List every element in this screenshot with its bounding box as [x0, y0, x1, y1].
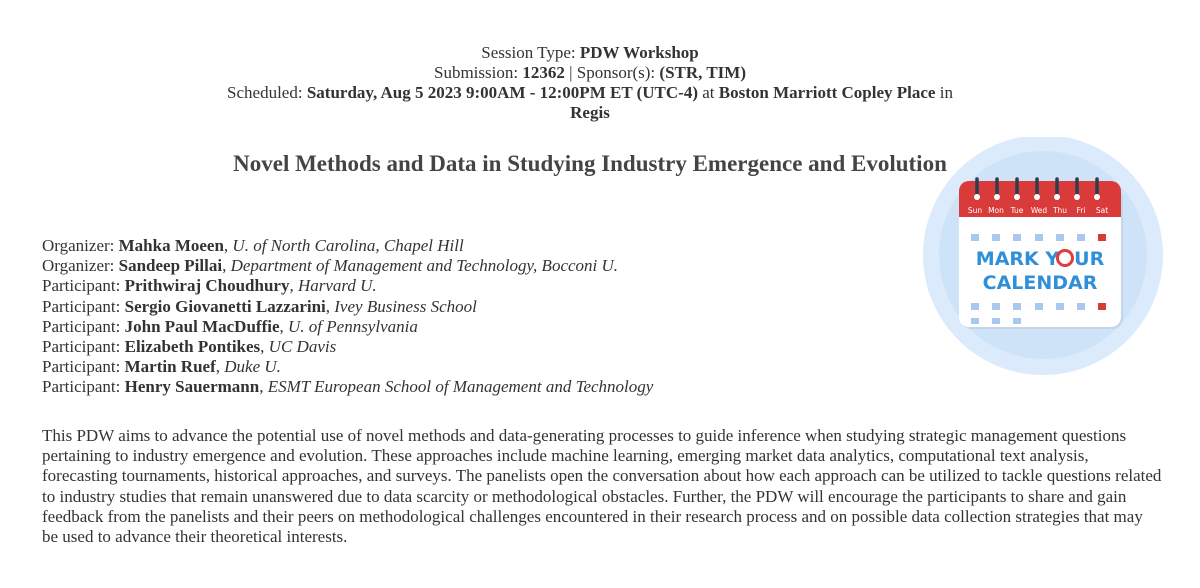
person-affiliation: ESMT European School of Management and Technology: [267, 377, 654, 397]
session-type: PDW Workshop: [579, 43, 699, 62]
people-list: [42, 236, 892, 398]
mark-your-text: MARK Y UR: [975, 248, 1105, 270]
venue: Boston Marriott Copley Place: [718, 83, 936, 102]
person-name: Henry Sauermann: [124, 377, 260, 397]
session-type-line: Session Type: PDW Workshop: [481, 43, 699, 62]
person-affiliation: Harvard U.: [297, 276, 377, 296]
person-affiliation: UC Davis: [268, 337, 337, 357]
person-name: John Paul MacDuffie: [124, 316, 280, 336]
person-affiliation: Department of Management and Technology, Bocconi U.: [230, 256, 619, 276]
person-row: Organizer: Sandeep Pillai, Department of Management and Technology, Bocconi U.: [42, 256, 619, 276]
weekday-label: Thu: [1052, 206, 1068, 215]
weekday-label: Fri: [1076, 206, 1086, 215]
person-row: Participant: Prithwiraj Choudhury, Harvard U.: [42, 276, 377, 296]
person-affiliation: Duke U.: [224, 357, 281, 377]
weekday-label: Wed: [1030, 206, 1048, 215]
abstract: This PDW aims to advance the potential use of novel methods and data-generating processes to guide inference when studying strategic management questions pertaining to industry emergence and evolution. These approaches include machine learning, emerging market data analytics, computational text analysis, forecasting tournaments, historical approaches, and surveys. The panelists open the conversation about how each approach can be utilized to tackle questions related to industry studies that remain unanswered due to data scarcity or methodological obstacles. Further, the PDW will encourage the participants to share and gain feedback from the panelists and their peers on methodological challenges encountered in their research process and on possible data collection strategies that may be used to advance their theoretical interests.: [42, 426, 1162, 547]
person-name: Sergio Giovanetti Lazzarini: [124, 296, 326, 316]
person-affiliation: U. of North Carolina, Chapel Hill: [232, 236, 464, 255]
weekday-label: Sun: [967, 206, 983, 215]
weekday-label: Tue: [1010, 206, 1024, 215]
submission-line: Submission: 12362 | Sponsor(s): (STR, TIM): [434, 63, 746, 82]
submission-number: 12362: [522, 63, 565, 82]
person-row: Participant: Sergio Giovanetti Lazzarini, Ivey Business School: [42, 296, 477, 316]
weekday-label: Sat: [1095, 206, 1109, 215]
session-meta: [200, 43, 980, 123]
person-name: Mahka Moeen: [118, 236, 224, 255]
sponsors: (STR, TIM): [659, 63, 746, 82]
room: Regis: [570, 103, 610, 122]
person-row: Participant: Martin Ruef, Duke U.: [42, 357, 281, 377]
page-title: Novel Methods and Data in Studying Industry Emergence and Evolution: [233, 151, 947, 176]
person-row: Participant: Henry Sauermann, ESMT European School of Management and Technology: [42, 377, 654, 397]
schedule-line: Scheduled: Saturday, Aug 5 2023 9:00AM - 12:00PM ET (UTC-4) at Boston Marriott Copley Place in Regis: [227, 83, 953, 122]
person-row: Participant: John Paul MacDuffie, U. of Pennsylvania: [42, 316, 418, 336]
schedule-datetime: Saturday, Aug 5 2023 9:00AM - 12:00PM ET (UTC-4): [306, 83, 698, 102]
person-name: Prithwiraj Choudhury: [124, 276, 290, 296]
calendar-text: CALENDAR: [982, 272, 1098, 294]
person-affiliation: Ivey Business School: [334, 296, 477, 316]
person-row: Participant: Elizabeth Pontikes, UC Davis: [42, 337, 337, 357]
person-name: Elizabeth Pontikes: [124, 337, 261, 357]
calendar-icon: [915, 137, 1165, 377]
person-name: Sandeep Pillai: [118, 256, 223, 276]
person-name: Martin Ruef: [124, 357, 216, 377]
weekday-label: Mon: [988, 206, 1004, 215]
person-row: Organizer: Mahka Moeen, U. of North Carolina, Chapel Hill: [42, 236, 464, 255]
person-affiliation: U. of Pennsylvania: [288, 316, 418, 336]
